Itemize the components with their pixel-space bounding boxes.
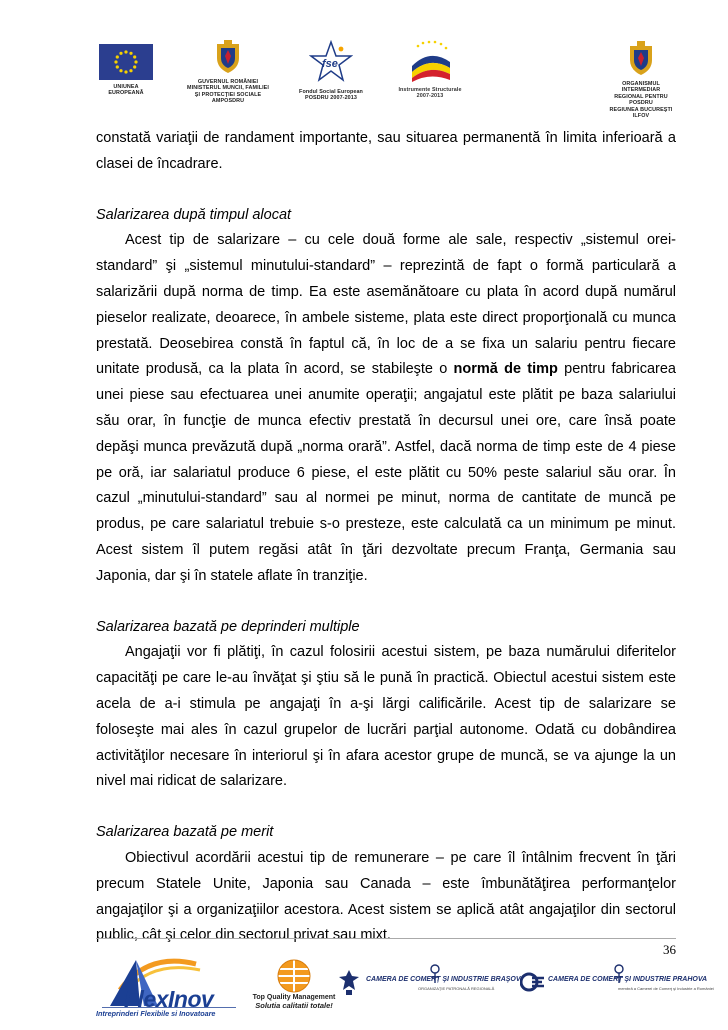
gov-caption-1: GUVERNUL ROMÂNIEI — [197, 79, 259, 85]
eagle-emblem-icon — [338, 968, 360, 996]
body-line: activităţilor necesare în interiorul şi în afara acestor grupe de muncă, se va ajunge la un — [96, 747, 676, 764]
oi-caption-3: REGIUNEA BUCUREŞTI ILFOV — [609, 106, 673, 120]
body-line: nivel mai ridicat de salarizare. — [96, 773, 287, 790]
flexinov-logo — [96, 954, 242, 1016]
fse-logo — [295, 40, 367, 102]
body-line: capacităţi pe care le-au învăţat şi ştiu să le pună în practică. Obiectul acestui sistem este — [96, 670, 676, 687]
body-line: clasei de încadrare. — [96, 155, 223, 172]
chamber-prahova-name: CAMERA DE COMERŢ ŞI INDUSTRIE PRAHOVA — [548, 976, 708, 983]
body-line-with-bold — [96, 357, 676, 383]
body-line: pieselor realizate, deoarece, în ambele sisteme, plata este direct proporţională cu munca — [96, 309, 676, 326]
oi-posdru-logo — [606, 40, 676, 119]
body-line: public, cât şi celor din sectorul privat sau mixt. — [96, 927, 391, 944]
body-line: produs, pe care salariatul trebuie s-o presteze, este calculată ca un minimum pe minut. — [96, 516, 676, 533]
footer-divider — [96, 938, 676, 939]
cci-prahova-mark-icon — [520, 972, 544, 992]
tqm-globe-icon — [271, 958, 317, 994]
body-line: Japonia, dar şi în statele aflate în tranziţie. — [96, 567, 368, 584]
chamber-brasov-name: CAMERA DE COMERŢ ŞI INDUSTRIE BRAŞOV — [366, 976, 521, 983]
body-line: pe oră, iar salariatul produce 6 piese, el este plătit cu 50% peste salariul său orar. În — [96, 464, 676, 481]
tqm-line-1: Top Quality Management — [252, 994, 336, 1001]
body-line: foloseşte mai ales în cazul grupelor de lucrări parţial autonome. Odată cu dobândirea — [96, 721, 676, 738]
flexinov-name: FlexInov — [124, 986, 214, 1012]
section-heading-multiple-skills: Salarizarea bazată pe deprinderi multiple — [96, 618, 360, 635]
chamber-prahova-sub: membră a Camerei de Comerţ şi Industrie a României — [618, 986, 714, 991]
body-line: Angajaţii vor fi plătiţi, în cazul folosirii acestui sistem, pe baza numărului diferitelor — [125, 644, 676, 661]
chamber-brasov-sub: ORGANIZAŢIE PATRONALĂ REGIONALĂ — [418, 986, 495, 991]
eu-logo — [96, 44, 156, 97]
fse-star-icon — [309, 40, 353, 84]
body-line: cazul „minutului-standard” sau al normei pe minut, norma de cantitate de muncă pe — [96, 490, 676, 507]
structural-instruments-logo — [398, 40, 462, 100]
svg-text:fse: fse — [322, 58, 338, 70]
body-text: pentru fabricarea — [557, 361, 676, 378]
body-line: salarizării după norma de timp. Ea este asemănătoare cu plata în acord după numărul — [96, 283, 676, 300]
footer-logos — [0, 954, 728, 1024]
page-number: 36 — [663, 942, 676, 957]
body-line: acela de a-i stimula pe angajaţi în a-şi lărgi calificările. Acest tip de salarizare se — [96, 695, 676, 712]
body-line: depăşi munca prevăzută după „norma orară”. Astfel, dacă norma de timp este de 4 piese — [96, 438, 676, 455]
body-line: său orar, în funcţie de munca efectiv prestată în decursul unei ore, care însă poate — [96, 412, 676, 429]
body-line: unei piese sau efectuarea unei anumite operaţii; angajatul este plătit pe baza salariului — [96, 387, 676, 404]
section-heading-merit: Salarizarea bazată pe merit — [96, 824, 274, 841]
body-line: standard” şi „sistemul minutului-standard” – reprezintă de fapt o formă particulară a — [96, 258, 676, 275]
body-line: precum Statele Unite, Japonia sau Canada – este îmbunătăţirea performanţelor — [96, 875, 676, 892]
body-text: unitate produsă, ca la plata în acord, se stabileşte o — [96, 361, 454, 378]
oi-caption-1: ORGANISMUL INTERMEDIAR — [621, 81, 661, 94]
gov-caption-2: MINISTERUL MUNCII, FAMILIEI — [187, 85, 269, 92]
body-line: Acest sistem îl putem regăsi atât în ţări dezvoltate precum Franţa, Germania sau — [96, 541, 676, 558]
gov-caption-3: ŞI PROTECŢIEI SOCIALE — [194, 91, 262, 98]
eu-flag-icon — [99, 44, 153, 80]
structural-instruments-icon — [406, 40, 454, 82]
header-logos — [0, 36, 728, 120]
chamber-brasov-logo — [338, 964, 521, 1004]
eu-caption: UNIUNEA EUROPEANĂ — [108, 84, 144, 97]
is-caption-2: 2007-2013 — [416, 93, 444, 100]
body-line: prestată. Deosebirea constă în faptul că, în loc de a se fixa un salariu pentru fiecare — [96, 335, 676, 352]
body-line: Acest tip de salarizare – cu cele două forme ale sale, respectiv „sistemul orei- — [125, 232, 676, 249]
romania-coat-of-arms-icon — [213, 40, 243, 74]
is-caption-1: Instrumente Structurale — [398, 87, 462, 93]
oi-caption-2: REGIONAL PENTRU POSDRU — [614, 93, 668, 107]
document-body — [96, 126, 676, 949]
body-line: constată variaţii de randament importante, sau situarea permanentă în limita inferioară a — [96, 130, 676, 146]
bold-term: normă de timp — [453, 361, 558, 378]
tqm-line-2: Solutia calitatii totale! — [255, 1001, 333, 1010]
body-line: angajaţilor şi a organizaţiilor acestora. Acest sistem se aplică atât angajaţilor din sectorul — [96, 901, 676, 918]
oi-coat-of-arms-icon — [626, 40, 656, 76]
gov-caption-4: AMPOSDRU — [211, 98, 245, 105]
fse-caption-2: POSDRU 2007-2013 — [305, 95, 357, 102]
body-line: Obiectivul acordării acestui tip de remunerare – pe care îl întâlnim frecvent în ţări — [125, 849, 676, 866]
fse-caption-1: Fondul Social European — [299, 89, 363, 95]
flexinov-tagline: Intreprinderi Flexibile si Inovatoare — [96, 1009, 216, 1018]
section-heading-time-allocated: Salarizarea după timpul alocat — [96, 206, 292, 223]
tqm-logo — [250, 958, 338, 1020]
chamber-prahova-logo — [520, 964, 714, 1004]
government-logo — [186, 40, 270, 105]
